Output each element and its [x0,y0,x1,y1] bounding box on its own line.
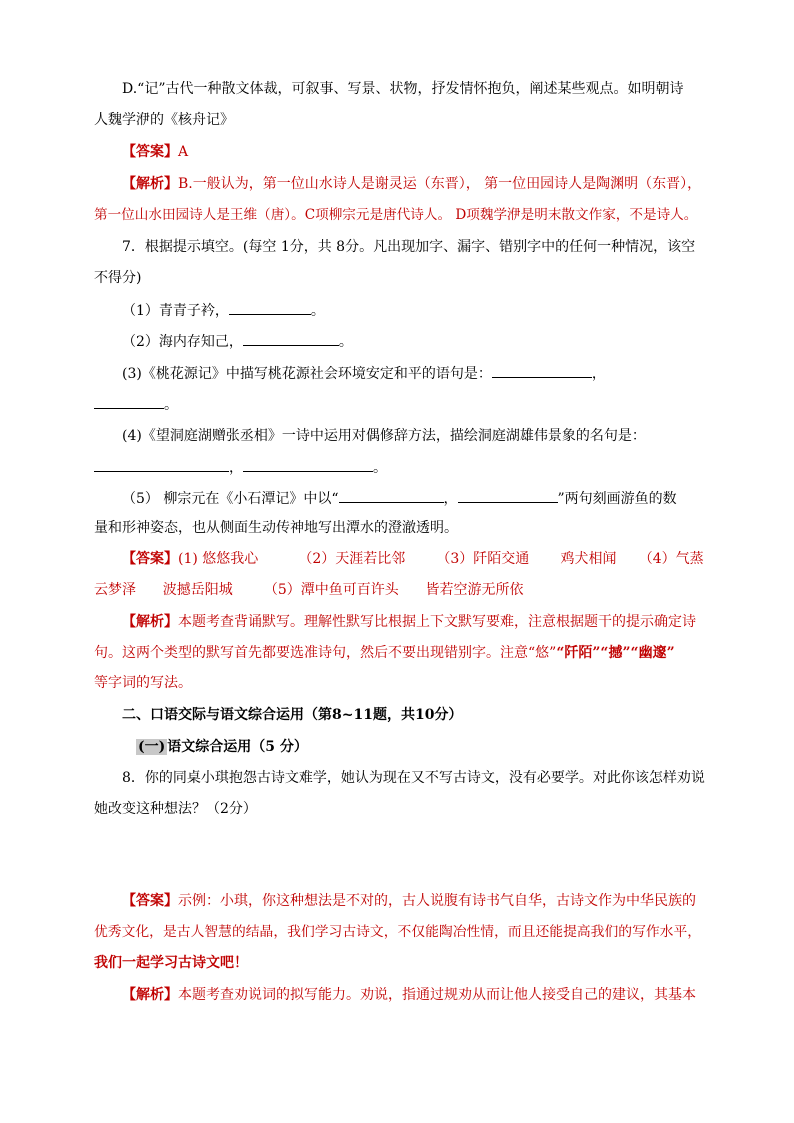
item4-blank-1[interactable] [94,457,229,472]
q7-answer-line2: 云梦泽 波撼岳阳城 （5）潭中鱼可百许头 皆若空游无所依 [94,582,524,598]
q7-stem-line1: 7．根据提示填空。(每空 1分，共 8分。凡出现加字、漏字、错别字中的任何一种情况，该空 [122,239,696,255]
item3-blank-1[interactable] [492,363,592,378]
q7-analysis-line3: 等字词的写法。 [94,675,192,691]
sub-label: (一) [138,739,166,755]
item2-blank[interactable] [243,331,339,346]
q8-answer-line3: 我们一起学习古诗文吧！ [94,955,248,971]
answer-text: (1) 悠悠我心 （2）天涯若比邻 （3）阡陌交通 鸡犬相闻 （4）气蒸 [178,551,704,567]
answer-text: A [178,144,189,160]
q6-analysis-line2: 第一位山水田园诗人是王维（唐）。C项柳宗元是唐代诗人。 D项魏学洢是明末散文作家，不是诗人。 [94,207,698,223]
item2-text: （2）海内存知己， [122,334,243,350]
analysis-text-b: “阡陌”“撼”“幽邃” [556,645,675,661]
analysis-tag: 【解析】 [122,987,178,1003]
item5-text-a: （5） 柳宗元在《小石潭记》中以“ [122,491,339,507]
item5-blank-2[interactable] [458,488,558,503]
q7-item4: (4)《望洞庭湖赠张丞相》一诗中运用对偶修辞方法，描绘洞庭湖雄伟景象的名句是： [122,428,646,444]
period: 。 [310,303,325,319]
item3-blank-2[interactable] [94,394,164,409]
q6-answer [122,142,188,162]
item4-blank-2[interactable] [243,457,373,472]
q7-stem-line2: 不得分) [94,270,142,286]
q7-answer-line1 [122,549,704,569]
section2-subtitle [136,737,308,757]
item5-text-b: ”两句刻画游鱼的数 [557,491,677,507]
analysis-text-a: 句。这两个类型的默写首先都要选准诗句，然后不要出现错别字。注意“悠” [94,645,557,661]
analysis-text: 本题考查背诵默写。理解性默写比根据上下文默写要难，注意根据题干的提示确定诗 [178,614,696,630]
analysis-tag: 【解析】 [122,614,178,630]
item3-text: (3)《桃花源记》中描写桃花源社会环境安定和平的语句是： [122,366,492,382]
q8-stem-line1: 8．你的同桌小琪抱怨古诗文难学，她认为现在又不写古诗文，没有必要学。对此你该怎样劝说 [122,770,705,786]
q7-analysis-line2 [94,643,675,663]
q7-analysis-line1 [122,612,696,632]
q7-item1 [122,300,325,321]
q7-item3-line2 [94,394,178,415]
section2-title: 二、口语交际与语文综合运用（第8~11题，共10分） [122,707,463,723]
answer-tag: 【答案】 [122,893,178,909]
q8-analysis-line1 [122,985,696,1005]
q7-item5 [122,488,677,509]
answer-tag: 【答案】 [122,551,178,567]
analysis-text: B.一般认为，第一位山水诗人是谢灵运（东晋）， 第一位田园诗人是陶渊明（东晋）， [178,176,702,192]
period: 。 [164,397,178,413]
answer-tag: 【答案】 [122,144,178,160]
q7-item5-line2: 量和形神姿态，也从侧面生动传神地写出潭水的澄澈透明。 [94,520,458,536]
q8-answer-line2: 优秀文化，是古人智慧的结晶，我们学习古诗文，不仅能陶冶性情，而且还能提高我们的写作水平， [94,924,702,940]
comma: ， [229,460,243,476]
period: 。 [373,460,387,476]
option-d-line1: D.“记”古代一种散文体裁，可叙事、写景、状物，抒发情怀抱负，阐述某些观点。如明朝诗 [122,81,684,97]
item5-blank-1[interactable] [339,488,444,503]
q8-stem-line2: 她改变这种想法？（2分） [94,801,257,817]
q8-answer-line1 [122,891,696,911]
q6-analysis-line1 [122,174,701,194]
sub-title: 语文综合运用（5 分） [167,739,308,755]
q7-item2 [122,331,353,352]
period: 。 [338,334,353,350]
option-d-line2: 人魏学洢的《核舟记》 [94,112,234,128]
q7-item4-line2 [94,457,387,478]
item1-blank[interactable] [229,300,311,315]
comma: ， [443,491,458,507]
q7-item3 [122,363,606,384]
answer-text: 示例：小琪，你这种想法是不对的，古人说腹有诗书气自华，古诗文作为中华民族的 [178,893,696,909]
item1-text: （1）青青子衿， [122,303,229,319]
analysis-text: 本题考查劝说词的拟写能力。劝说，指通过规劝从而让他人接受自己的建议，其基本 [178,987,696,1003]
analysis-tag: 【解析】 [122,176,178,192]
comma: ， [591,366,606,382]
